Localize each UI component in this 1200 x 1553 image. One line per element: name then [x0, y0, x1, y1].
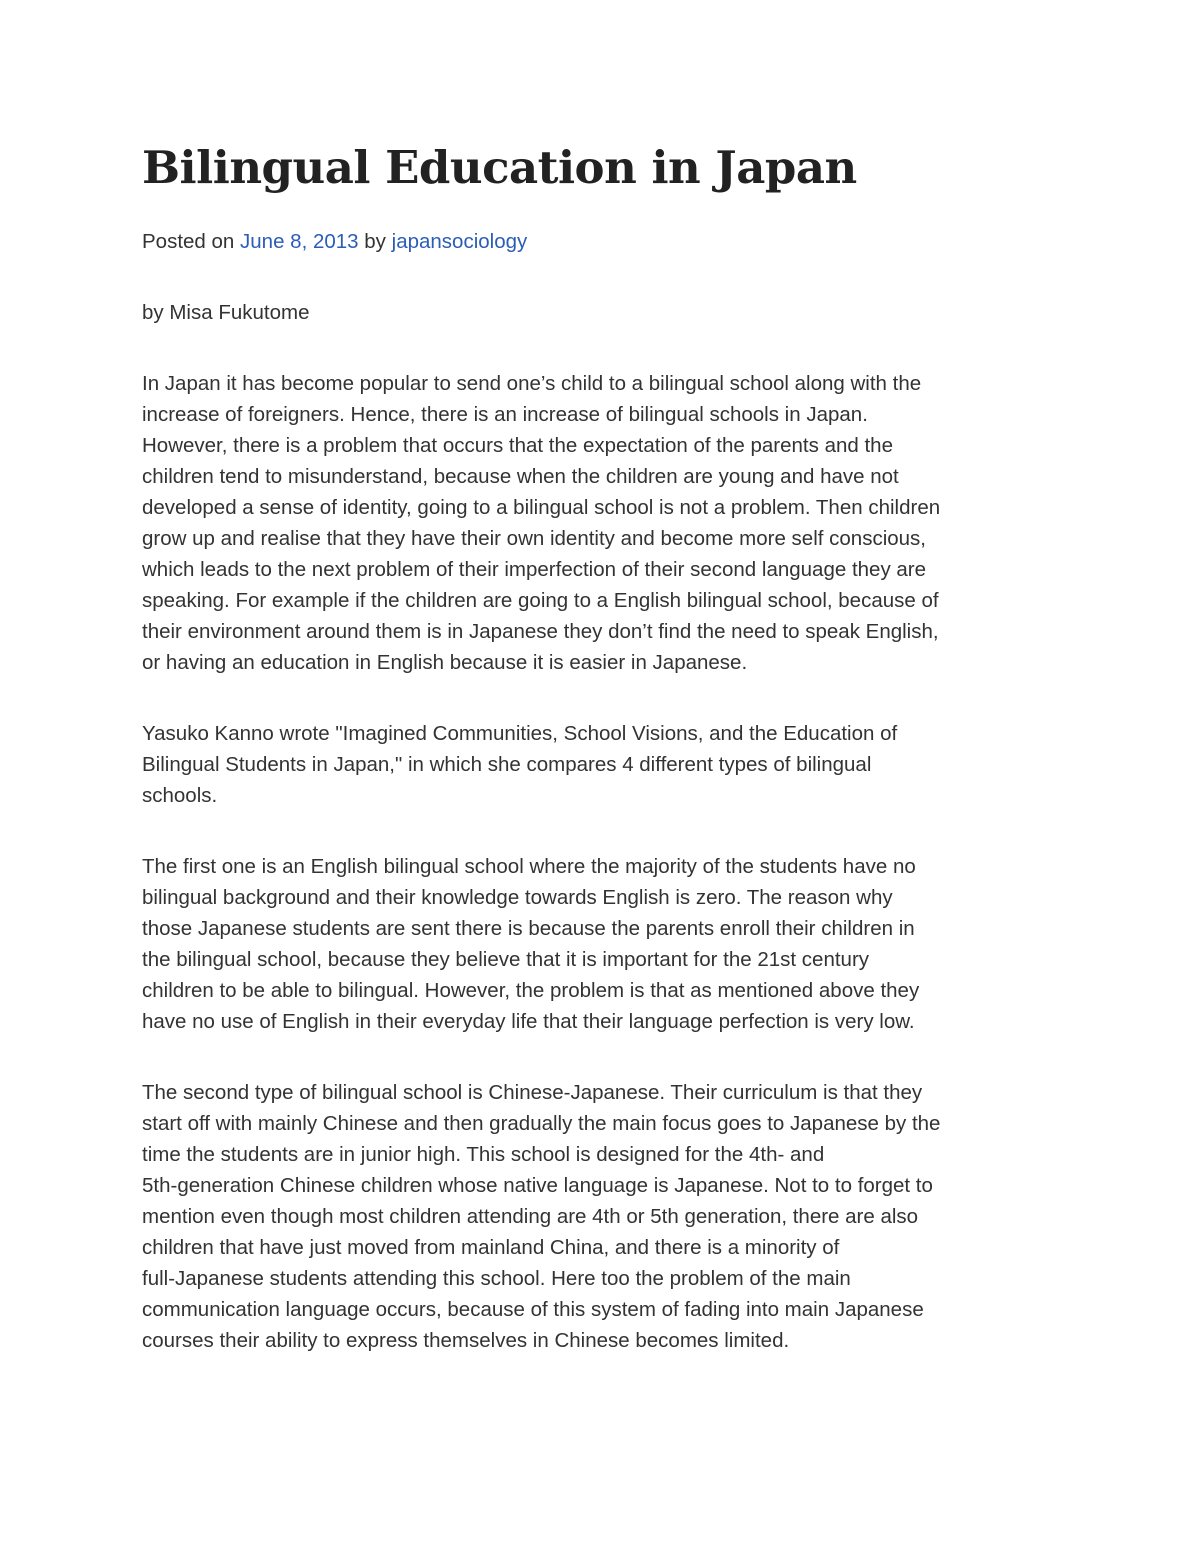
paragraph-line: speaking. For example if the children are going to a English bilingual school, because of	[142, 589, 939, 612]
paragraph-line: time the students are in junior high. This school is designed for the 4th- and	[142, 1143, 825, 1166]
paragraph-1	[142, 368, 1072, 678]
paragraph-line: The second type of bilingual school is Chinese-Japanese. Their curriculum is that they	[142, 1081, 923, 1104]
paragraph-line: communication language occurs, because of this system of fading into main Japanese	[142, 1298, 924, 1321]
post-body	[142, 297, 1072, 1356]
paragraph-line: mention even though most children attending are 4th or 5th generation, there are also	[142, 1205, 919, 1228]
paragraph-line: or having an education in English because it is easier in Japanese.	[142, 651, 748, 674]
post-date-link[interactable]: June 8, 2013	[240, 230, 359, 253]
article-byline: by Misa Fukutome	[142, 301, 310, 324]
paragraph-line: start off with mainly Chinese and then gradually the main focus goes to Japanese by the	[142, 1112, 941, 1135]
post-meta	[142, 226, 1072, 257]
by-label: by	[364, 230, 386, 253]
paragraph-line: increase of foreigners. Hence, there is an increase of bilingual schools in Japan.	[142, 403, 868, 426]
post-title: Bilingual Education in Japan	[142, 141, 857, 194]
paragraph-line: grow up and realise that they have their own identity and become more self conscious,	[142, 527, 926, 550]
paragraph-line: full-Japanese students attending this school. Here too the problem of the main	[142, 1267, 851, 1290]
paragraph-line: Bilingual Students in Japan," in which she compares 4 different types of bilingual	[142, 753, 872, 776]
document-page	[142, 138, 1072, 1356]
paragraph-line: 5th-generation Chinese children whose native language is Japanese. Not to to forget to	[142, 1174, 933, 1197]
paragraph-line: children tend to misunderstand, because when the children are young and have not	[142, 465, 899, 488]
paragraph-line: developed a sense of identity, going to a bilingual school is not a problem. Then children	[142, 496, 941, 519]
paragraph-4	[142, 1077, 1072, 1356]
author-link[interactable]: japansociology	[391, 230, 528, 253]
paragraph-line: In Japan it has become popular to send one’s child to a bilingual school along with the	[142, 372, 922, 395]
paragraph-line: those Japanese students are sent there is because the parents enroll their children in	[142, 917, 915, 940]
paragraph-line: the bilingual school, because they believe that it is important for the 21st century	[142, 948, 870, 971]
paragraph-line: which leads to the next problem of their imperfection of their second language they are	[142, 558, 927, 581]
paragraph-line: schools.	[142, 784, 218, 807]
paragraph-line: bilingual background and their knowledge towards English is zero. The reason why	[142, 886, 893, 909]
paragraph-line: children that have just moved from mainland China, and there is a minority of	[142, 1236, 840, 1259]
paragraph-line: The first one is an English bilingual school where the majority of the students have no	[142, 855, 916, 878]
paragraph-line: their environment around them is in Japanese they don’t find the need to speak English,	[142, 620, 939, 643]
paragraph-line: However, there is a problem that occurs that the expectation of the parents and the	[142, 434, 893, 457]
paragraph-line: courses their ability to express themselves in Chinese becomes limited.	[142, 1329, 790, 1352]
paragraph-line: children to be able to bilingual. However, the problem is that as mentioned above they	[142, 979, 920, 1002]
paragraph-3	[142, 851, 1072, 1037]
paragraph-line: have no use of English in their everyday life that their language perfection is very low.	[142, 1010, 915, 1033]
paragraph-2	[142, 718, 1072, 811]
posted-on-label: Posted on	[142, 230, 235, 253]
paragraph-line: Yasuko Kanno wrote "Imagined Communities, School Visions, and the Education of	[142, 722, 898, 745]
